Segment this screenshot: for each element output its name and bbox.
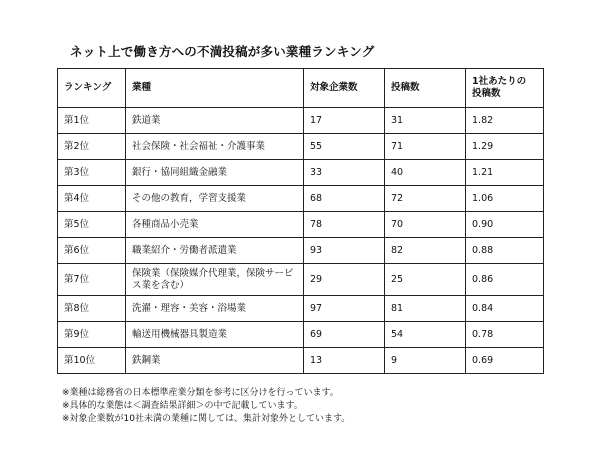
- companies-cell: 68: [304, 186, 385, 212]
- per-company-cell: 1.21: [466, 160, 544, 186]
- header-industry: 業種: [126, 69, 304, 108]
- industry-cell: 保険業（保険媒介代理業，保険サービス業を含む）: [126, 264, 304, 296]
- companies-cell: 69: [304, 322, 385, 348]
- per-company-cell: 1.06: [466, 186, 544, 212]
- rank-cell: 第1位: [58, 108, 126, 134]
- rank-cell: 第3位: [58, 160, 126, 186]
- footnote: ※対象企業数が10社未満の業種に関しては、集計対象外としています。: [62, 414, 351, 424]
- table-row: [58, 212, 544, 238]
- posts-cell: 70: [385, 212, 466, 238]
- rank-cell: 第4位: [58, 186, 126, 212]
- industry-cell: 鉄鋼業: [126, 348, 304, 374]
- table-row: [58, 238, 544, 264]
- ranking-table: [57, 68, 544, 374]
- companies-cell: 55: [304, 134, 385, 160]
- rank-cell: 第7位: [58, 264, 126, 296]
- header-companies: 対象企業数: [304, 69, 385, 108]
- rank-cell: 第5位: [58, 212, 126, 238]
- industry-cell: その他の教育，学習支援業: [126, 186, 304, 212]
- industry-cell: 各種商品小売業: [126, 212, 304, 238]
- rank-cell: 第9位: [58, 322, 126, 348]
- companies-cell: 13: [304, 348, 385, 374]
- rank-cell: 第6位: [58, 238, 126, 264]
- footnotes: [62, 387, 350, 426]
- rank-cell: 第2位: [58, 134, 126, 160]
- table-row: [58, 264, 544, 296]
- table-row: [58, 296, 544, 322]
- header-posts: 投稿数: [385, 69, 466, 108]
- industry-cell: 職業紹介・労働者派遣業: [126, 238, 304, 264]
- header-rank: ランキング: [58, 69, 126, 108]
- footnote: ※具体的な業態は＜調査結果詳細＞の中で記載しています。: [62, 401, 303, 411]
- footnote: ※業種は総務省の日本標準産業分類を参考に区分けを行っています。: [62, 388, 339, 398]
- posts-cell: 54: [385, 322, 466, 348]
- per-company-cell: 0.90: [466, 212, 544, 238]
- industry-cell: 鉄道業: [126, 108, 304, 134]
- per-company-cell: 1.82: [466, 108, 544, 134]
- posts-cell: 9: [385, 348, 466, 374]
- companies-cell: 17: [304, 108, 385, 134]
- posts-cell: 81: [385, 296, 466, 322]
- industry-cell: 銀行・協同組織金融業: [126, 160, 304, 186]
- table-row: [58, 186, 544, 212]
- companies-cell: 78: [304, 212, 385, 238]
- companies-cell: 29: [304, 264, 385, 296]
- industry-cell: 輸送用機械器具製造業: [126, 322, 304, 348]
- per-company-cell: 1.29: [466, 134, 544, 160]
- per-company-cell: 0.84: [466, 296, 544, 322]
- page-title: ネット上で働き方への不満投稿が多い業種ランキング: [70, 44, 375, 59]
- industry-cell: 洗濯・理容・美容・浴場業: [126, 296, 304, 322]
- table-row: [58, 160, 544, 186]
- per-company-cell: 0.86: [466, 264, 544, 296]
- table-row: [58, 322, 544, 348]
- per-company-cell: 0.78: [466, 322, 544, 348]
- posts-cell: 72: [385, 186, 466, 212]
- industry-cell: 社会保険・社会福祉・介護事業: [126, 134, 304, 160]
- rank-cell: 第10位: [58, 348, 126, 374]
- companies-cell: 93: [304, 238, 385, 264]
- table-row: [58, 108, 544, 134]
- posts-cell: 25: [385, 264, 466, 296]
- table-row: [58, 348, 544, 374]
- companies-cell: 97: [304, 296, 385, 322]
- posts-cell: 82: [385, 238, 466, 264]
- posts-cell: 71: [385, 134, 466, 160]
- per-company-cell: 0.88: [466, 238, 544, 264]
- table-header-row: [58, 69, 544, 108]
- header-per-company: 1社あたりの 投稿数: [466, 69, 544, 108]
- table-row: [58, 134, 544, 160]
- companies-cell: 33: [304, 160, 385, 186]
- per-company-cell: 0.69: [466, 348, 544, 374]
- rank-cell: 第8位: [58, 296, 126, 322]
- posts-cell: 40: [385, 160, 466, 186]
- posts-cell: 31: [385, 108, 466, 134]
